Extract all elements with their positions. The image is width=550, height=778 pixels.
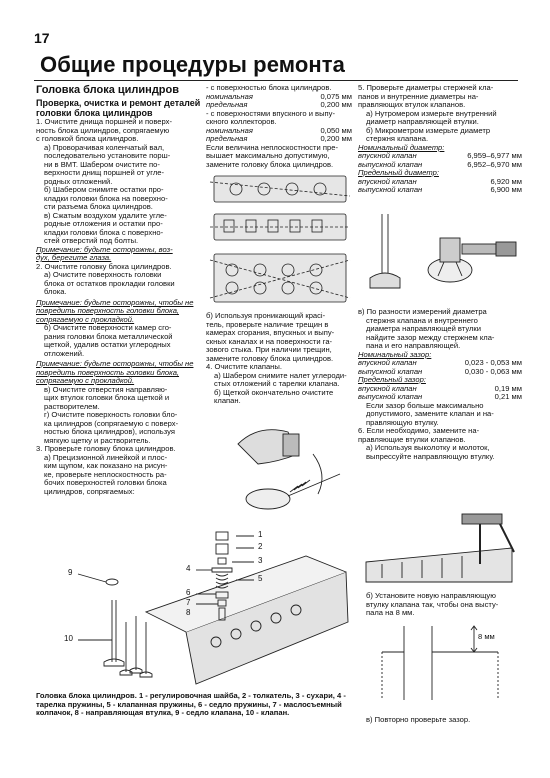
text-line: ка цилиндров (сопрягаемую с поверх- [44, 418, 179, 428]
text-line: камерах сгорания, впускных и выпу- [206, 328, 335, 337]
text-line: б) Установите новую направляющую [366, 591, 496, 600]
spec-label: выпускной клапан [358, 185, 423, 194]
text-line: родных отложений. [44, 176, 113, 186]
text-line: а) Нутромером измерьте внутренний [366, 108, 497, 118]
figure-guide-removal [362, 512, 518, 586]
note: дух, берегите глаза. [36, 253, 112, 262]
section-subheading: Проверка, очистка и ремонт деталей головки блока цилиндров [36, 98, 201, 118]
callout-2: 2 [258, 542, 263, 551]
callout-5: 5 [258, 574, 263, 583]
text-line: 4. Очистите клапаны. [206, 362, 282, 371]
spec-value: 6,959–6,977 мм [467, 151, 522, 160]
text-line: родные отложения и остатки про- [44, 219, 163, 228]
text-line: диаметр направляющей втулки. [366, 117, 479, 126]
text-line: ность блока цилиндров, сопрягаемую [36, 125, 170, 135]
callout-1: 1 [258, 530, 263, 539]
figure-final-caption [366, 716, 522, 725]
text-line: кладки головки блока с поверхно- [44, 227, 164, 237]
text-line: найдите зазор между стержнем кла- [366, 332, 495, 342]
text-line: цилиндров, сопрягаемых: [44, 486, 135, 496]
text-line: с головкой блока цилиндров. [36, 134, 139, 143]
text-line: 6. Если необходимо, замените на- [358, 426, 480, 435]
text-line: б) Щеткой окончательно очистите [214, 387, 334, 397]
page-title: Общие процедуры ремонта [40, 52, 345, 77]
text-line: 1. Очистите днища поршней и поверх- [36, 117, 172, 126]
text-line: стержня клапана. [366, 134, 429, 143]
spec-label: выпускной клапан [358, 392, 423, 401]
text-line: - с поверхностью блока цилиндров. [206, 83, 332, 92]
spec-value: 6,920 мм [490, 176, 522, 186]
text-line: последовательно установите порш- [44, 151, 171, 160]
text-line: отложений. [44, 348, 85, 358]
spec-value: 0,19 мм [494, 383, 522, 393]
text-line: тель, проверьте наличие трещин в [206, 319, 329, 329]
text-line: правляющих втулок клапанов. [358, 100, 466, 109]
figure-caption: Головка блока цилиндров. 1 - регулировочная шайба, 2 - толкатель, 3 - сухари, 4 - тарелка пружины, 5 - клапанная пружины, 6 - седло пружины, 7 - маслосъемный колпачок, 8 - направляющая втулка, 9 - седло клапана, 10 - клапан. [36, 691, 346, 718]
figure-guide-protrusion [378, 622, 518, 704]
spec-heading: Номинальный диаметр: [358, 142, 445, 152]
text-line: стей отверстий под болты. [44, 236, 139, 245]
text-line: 5. Проверьте диаметры стержней кла- [358, 83, 494, 92]
text-line: 2. Очистите головку блока цилиндров. [36, 261, 172, 271]
text-line: б) Шабером снимите остатки про- [44, 185, 164, 194]
text-line: зового стыка. При наличии трещин, [206, 345, 332, 354]
callout-6: 6 [186, 588, 191, 597]
spec-label: выпускной клапан [358, 159, 423, 169]
spec-label: предельная [206, 134, 248, 143]
figure-valve-measure [358, 208, 522, 304]
text-line: скного коллекторов. [206, 117, 277, 126]
text-line: правляющие втулки клапанов. [358, 434, 466, 444]
text-line: панов и внутренние диаметры на- [358, 91, 479, 101]
spec-label: впускной клапан [358, 176, 417, 186]
text-line: ке, проверьте неплоскостность ра- [44, 469, 167, 479]
text-line: г) Очистите поверхность головки бло- [44, 410, 178, 419]
figure-head-flatness [206, 170, 354, 310]
spec-label: выпускной клапан [358, 366, 423, 376]
text-line: а) Очистите поверхность головки [44, 270, 162, 279]
text-line: рания головки блока металлической [44, 331, 173, 341]
spec-row [358, 186, 522, 195]
text-line: б) Микрометром измерьте диаметр [366, 125, 491, 135]
callout-10: 10 [64, 634, 73, 643]
spec-value: 0,075 мм [320, 91, 352, 101]
text-line: а) Используя выколотку и молоток, [366, 443, 490, 452]
text-line: б) Используя проникающий красі- [206, 311, 326, 320]
text-line: а) Прецизионной линейкой и плос- [44, 452, 168, 462]
text-line: - с поверхностями впускного и выпу- [206, 108, 335, 118]
column-right [358, 84, 522, 195]
note: Примечание: будьте осторожны, чтобы не повредить поверхность головки блока, сопрягаемую с прокладкой. [36, 297, 194, 324]
callout-8: 8 [186, 608, 191, 617]
title-rule [34, 80, 518, 81]
spec-label: впускной клапан [358, 358, 417, 367]
spec-value: 0,030 - 0,063 мм [464, 366, 522, 376]
text-line: правляющую втулку. [366, 417, 439, 427]
text-line: пала на 8 мм. [366, 608, 415, 617]
text-line: пана и его направляющей. [366, 341, 461, 350]
text-line: в) Очистите отверстия направляю- [44, 384, 168, 394]
text-line: блока от остатков прокладки головки [44, 278, 175, 288]
text-line: бочих поверхностей головки блока [44, 478, 167, 487]
text-line: верхности днищ поршней от угле- [44, 168, 165, 177]
text-line: втулку клапана так, чтобы она высту- [366, 599, 499, 609]
spec-label: впускной клапан [358, 151, 417, 160]
note: Примечание: будьте осторожны, чтобы не повредить поверхность головки блока, сопрягаемую с прокладкой. [36, 359, 194, 385]
callout-7: 7 [186, 598, 191, 607]
text-line: стых отложений с тарелки клапана. [214, 379, 340, 388]
text-line: в) Сжатым воздухом удалите угле- [44, 210, 167, 220]
text-line: мягкую щетку и растворитель. [44, 435, 151, 445]
spec-value: 0,200 мм [320, 100, 352, 109]
spec-label: впускной клапан [358, 383, 417, 393]
text-line: допустимого, замените клапан и на- [366, 409, 494, 418]
spec-value: 0,023 - 0,053 мм [464, 358, 522, 367]
spec-value: 0,21 мм [494, 392, 522, 401]
spec-value: 6,900 мм [490, 185, 522, 194]
text-line: щих втулок головки блока щеткой и [44, 393, 170, 402]
text-line: растворителем. [44, 401, 100, 411]
callout-4: 4 [186, 564, 191, 573]
figure-valve-cleaning [228, 414, 348, 524]
guide-install-text [366, 592, 522, 618]
column-right-lower [358, 308, 522, 461]
callout-3: 3 [258, 556, 263, 565]
caption-line: в) Повторно проверьте зазор. [366, 715, 471, 724]
text-line: блока. [44, 287, 67, 296]
dimension-label: 8 мм [478, 632, 495, 641]
text-line: диаметра направляющей втулки [366, 324, 481, 333]
note: Примечание: будьте осторожны, воз- [36, 244, 173, 254]
spec-label: номинальная [206, 91, 253, 101]
spec-value: 6,952–6,970 мм [467, 159, 522, 169]
column-middle-lower [206, 312, 352, 406]
spec-heading: Предельный зазор: [358, 375, 426, 384]
text-line: ни в ВМТ. Шабером очистите по- [44, 159, 160, 169]
text-line: выпрессуйте направляющую втулку. [366, 451, 495, 461]
text-line: кладки головки блока на поверхно- [44, 193, 168, 203]
text-line: сти разъема блока цилиндров. [44, 202, 153, 211]
text-line: ностью блока цилиндров), используя [44, 427, 175, 436]
spec-label: предельная [206, 100, 248, 109]
spec-value: 0,200 мм [320, 134, 352, 143]
spec-heading: Номинальный зазор: [358, 349, 432, 359]
text-line: Если величина неплоскостности пре- [206, 142, 338, 152]
spec-heading: Предельный диаметр: [358, 168, 439, 177]
text-line: а) Шабером снимите налет углероди- [214, 370, 347, 380]
column-middle [206, 84, 352, 169]
text-line: 3. Проверьте головку блока цилиндров. [36, 444, 176, 453]
text-line: вышает максимально допустимую, [206, 151, 330, 160]
callout-9: 9 [68, 568, 73, 577]
text-line: замените головку блока цилиндров. [206, 159, 334, 169]
text-line: ким щупом, как показано на рисун- [44, 461, 168, 470]
text-line: стержня клапана и внутреннего [366, 315, 478, 325]
figure-exploded-head [36, 512, 354, 690]
text-line: б) Очистите поверхности камер сго- [44, 323, 172, 332]
text-line: клапан. [214, 396, 241, 405]
text-line: замените головку блока цилиндров. [206, 353, 334, 363]
text-line: скных каналах и на поверхности га- [206, 336, 333, 346]
spec-label: номинальная [206, 125, 253, 135]
text-line: щеткой, удалив остатки углеродных [44, 340, 171, 349]
column-left [36, 84, 202, 496]
page-number: 17 [34, 30, 50, 46]
section-heading: Головка блока цилиндров [36, 84, 179, 96]
text-line: а) Проворачивая коленчатый вал, [44, 142, 165, 152]
text-line: Если зазор больше максимально [366, 400, 484, 410]
text-line: в) По разности измерений диаметра [358, 307, 487, 316]
spec-value: 0,050 мм [320, 125, 352, 135]
